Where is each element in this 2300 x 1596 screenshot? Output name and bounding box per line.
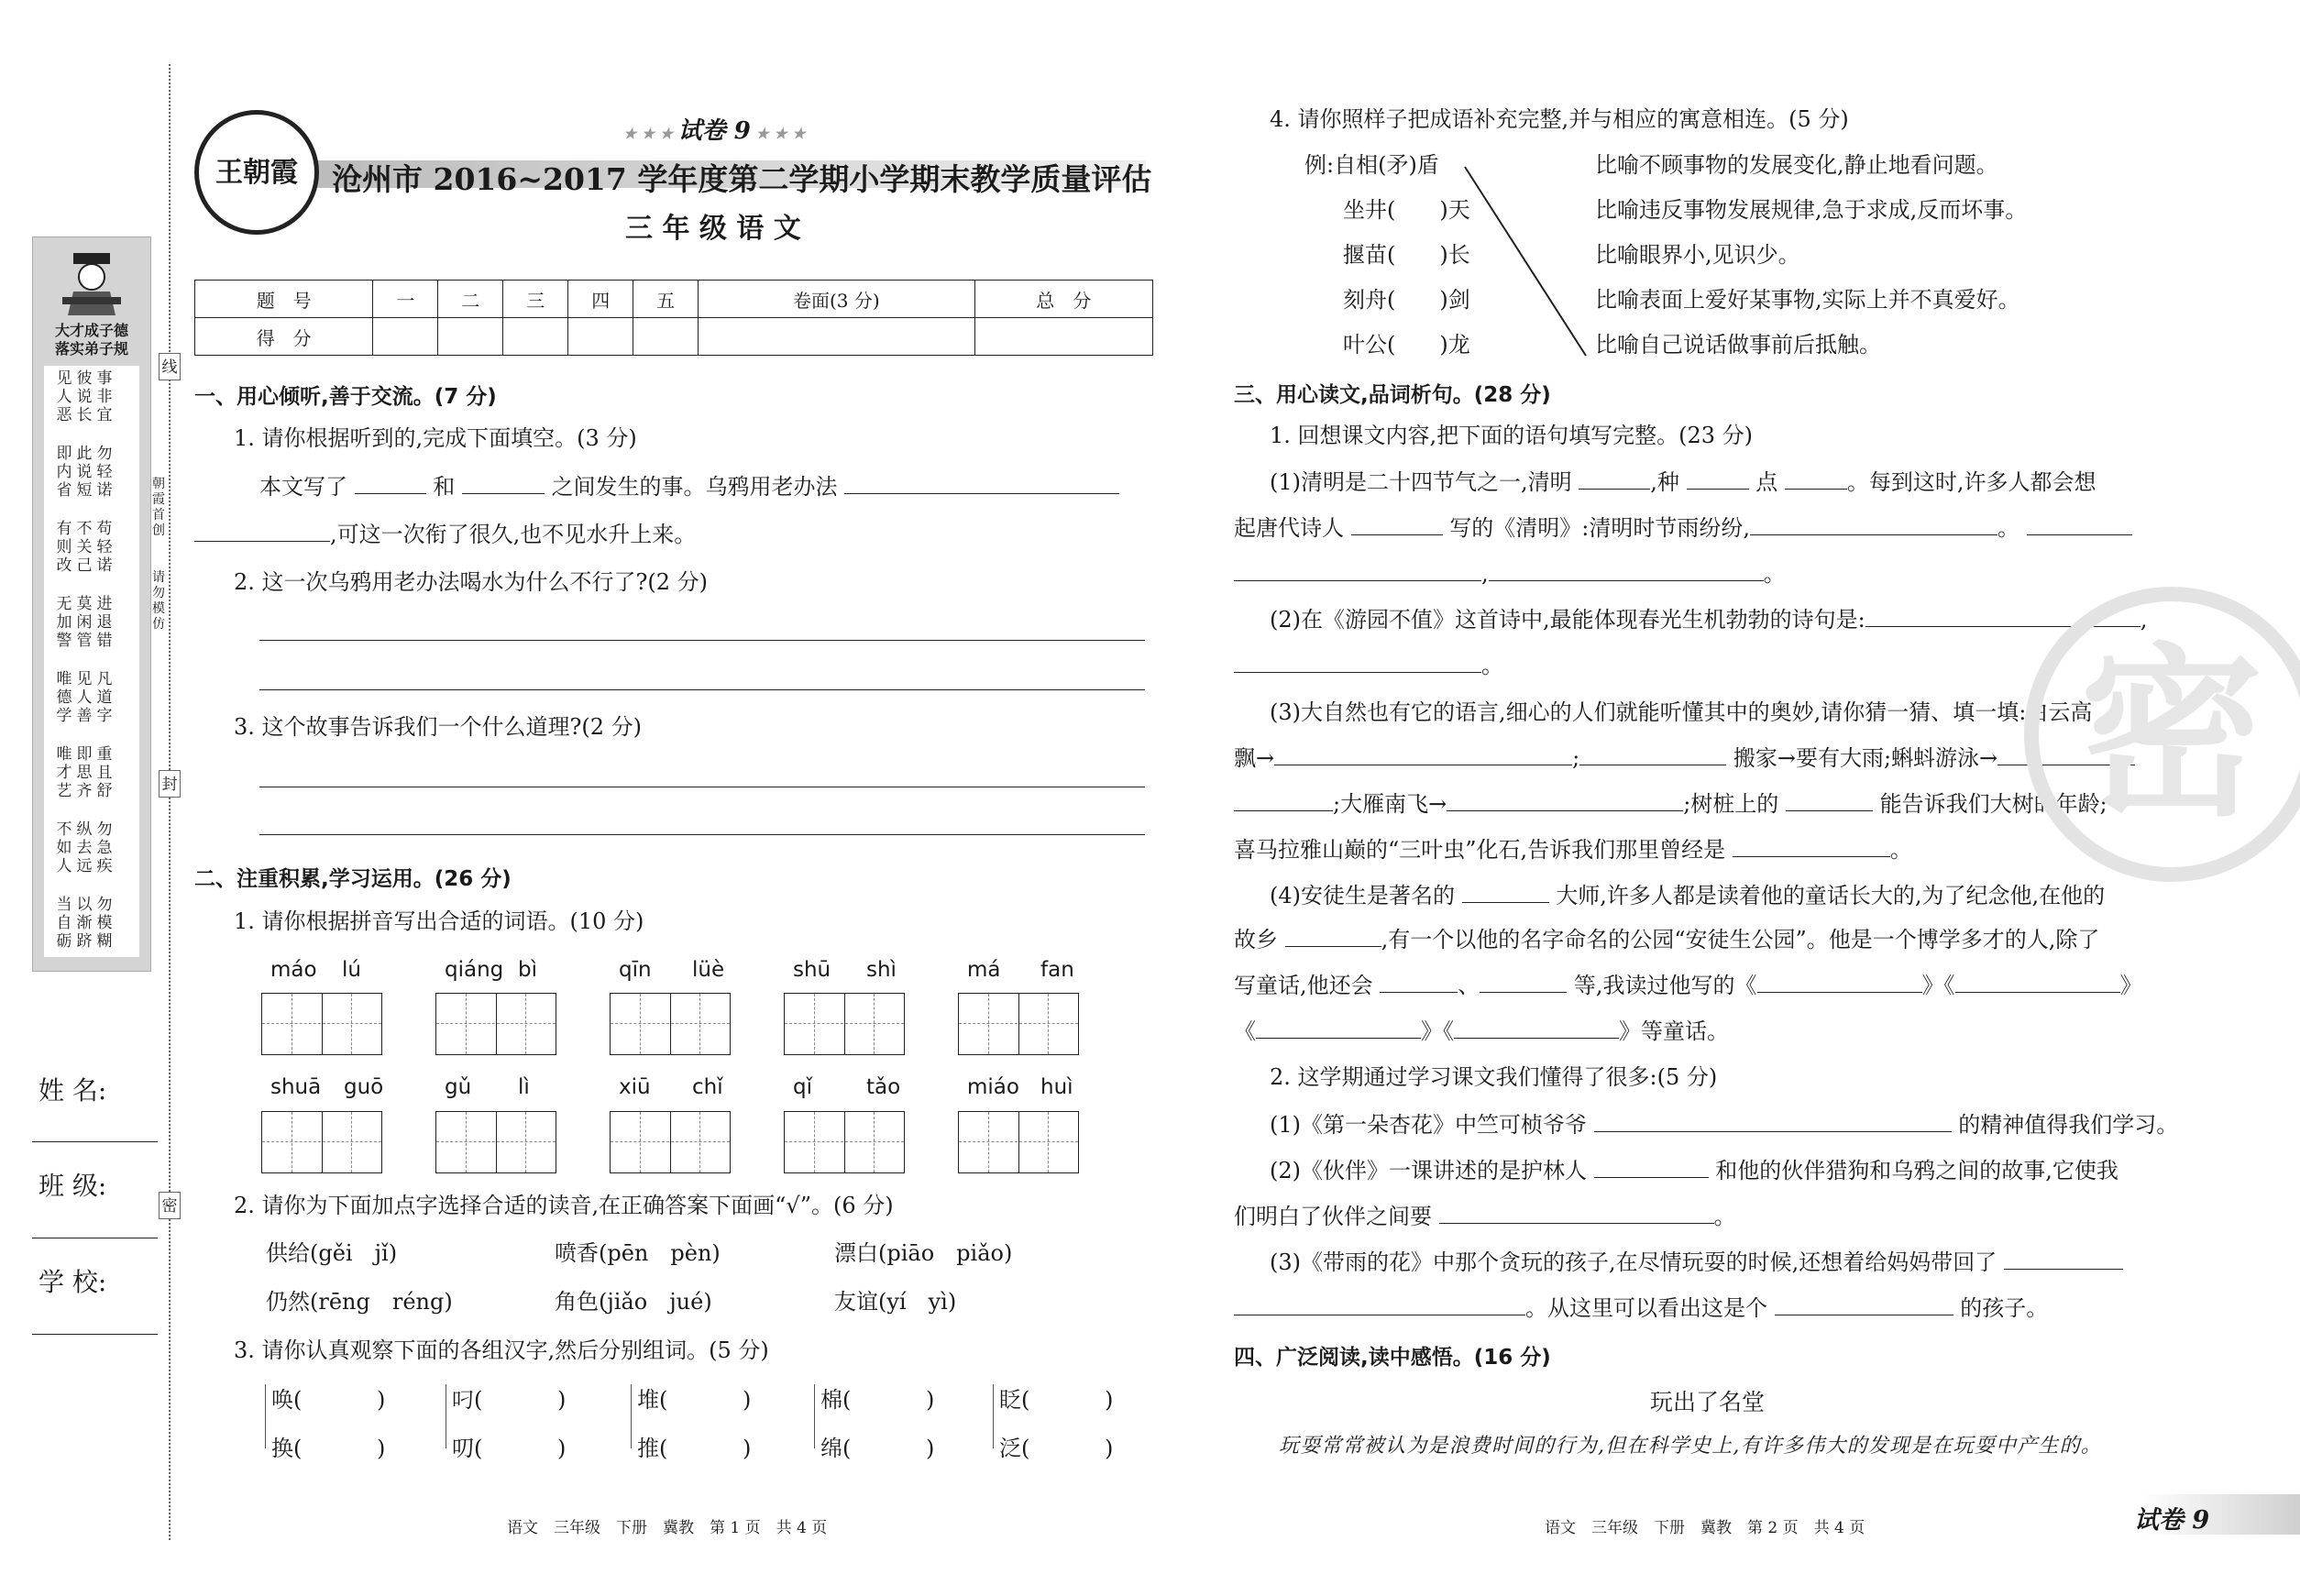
score-cell[interactable] — [699, 318, 974, 356]
blank[interactable] — [1256, 1018, 1421, 1039]
text: 。 — [1763, 561, 1786, 587]
tianzige-writing-box[interactable] — [435, 1111, 556, 1173]
section1-title: 一、用心倾听,善于交流。(7 分) — [194, 385, 497, 409]
confidential-watermark — [2024, 587, 2300, 882]
side-note-2: 请勿模仿 — [152, 570, 165, 632]
blank[interactable] — [844, 473, 1119, 494]
paren-close[interactable]: ) — [1105, 1387, 1114, 1413]
pinyin-syllable: lüè — [692, 958, 725, 982]
motto-col: 即思齐 — [76, 745, 93, 800]
blank[interactable] — [1786, 790, 1873, 811]
paper-label-text: 试卷 9 — [677, 117, 751, 145]
reading-3[interactable]: 漂白(piāo piǎo) — [834, 1240, 1013, 1266]
footer-right: 语文 三年级 下册 冀教 第 2 页 共 4 页 — [1545, 1519, 1865, 1537]
blank[interactable] — [1579, 744, 1726, 765]
motto-col: 不如人 — [56, 820, 72, 875]
seal-char-xian: 线 — [159, 353, 181, 380]
pair-bracket — [814, 1384, 815, 1448]
motto-top-1: 大才成子德 — [54, 322, 128, 339]
text: 搬家→要有大雨;蝌蚪游泳→ — [1733, 745, 1998, 771]
dotted-fold-line — [169, 64, 171, 1540]
text: (1)清明是二十四节气之一,清明 — [1270, 469, 1572, 495]
score-header-cell: 三 — [503, 281, 568, 318]
tianzige-writing-box[interactable] — [261, 1111, 382, 1173]
score-header-cell: 四 — [568, 281, 633, 318]
logo-badge — [194, 110, 319, 235]
watermark-char: 密 — [2079, 626, 2263, 842]
motto-col: 无加警 — [56, 595, 72, 650]
s3-p4-line3 — [1234, 972, 2142, 999]
pinyin-syllable: guō — [344, 1075, 384, 1099]
text: (4)安徒生是著名的 — [1270, 883, 1455, 908]
blank[interactable] — [1750, 514, 1997, 535]
motto-col: 重且舒 — [96, 745, 113, 800]
s1-q1-line1 — [259, 473, 1119, 501]
text: 》等童话。 — [1619, 1018, 1729, 1044]
s3-q2-2b — [1234, 1203, 1736, 1230]
text: 能告诉我们大树的年龄; — [1879, 791, 2107, 817]
score-cell[interactable] — [503, 318, 568, 356]
s1-q1-text-b: 和 — [433, 474, 456, 500]
text: (3)《带雨的花》中那个贪玩的孩子,在尽情玩耍的时候,还想着给妈妈带回了 — [1270, 1249, 1997, 1275]
char-compose: 堆( — [637, 1387, 668, 1413]
paren-close[interactable]: ) — [926, 1436, 935, 1461]
text: , — [1481, 561, 1489, 587]
text: 们明白了伙伴之间要 — [1234, 1204, 1432, 1229]
score-header-cell: 总 分 — [974, 281, 1152, 318]
motto-col: 莫闲管 — [76, 595, 93, 650]
text: 。 — [1713, 1204, 1736, 1229]
blank[interactable] — [1380, 972, 1458, 993]
idiom-2[interactable]: 揠苗( )长 — [1343, 242, 1470, 268]
s3-p3-line3 — [1234, 790, 2107, 818]
text: 起唐代诗人 — [1234, 515, 1344, 541]
s3-p1-line3 — [1234, 560, 1786, 588]
motto-col: 以渐跻 — [76, 896, 93, 951]
s2-q3: 3. 请你认真观察下面的各组汉字,然后分别组词。(5 分) — [234, 1337, 769, 1363]
score-header-cell: 题 号 — [195, 281, 373, 318]
char-compose: 推( — [637, 1436, 668, 1461]
blank[interactable] — [2027, 514, 2132, 535]
tianzige-writing-box[interactable] — [784, 993, 905, 1055]
blank[interactable] — [1351, 514, 1443, 535]
text: 》《 — [1921, 973, 1955, 998]
pinyin-syllable: qīn — [619, 958, 652, 982]
blank[interactable] — [1439, 1203, 1714, 1224]
text: 、 — [1458, 973, 1480, 998]
char-compose: 叨( — [452, 1436, 483, 1461]
meaning-4[interactable]: 比喻表面上爱好某事物,实际上并不真爱好。 — [1595, 287, 2020, 313]
blank[interactable] — [1480, 972, 1567, 993]
paren-close[interactable]: ) — [377, 1436, 386, 1461]
blank[interactable] — [1785, 468, 1847, 490]
s3-q2-3 — [1270, 1249, 2123, 1276]
tianzige-writing-box[interactable] — [435, 993, 556, 1055]
blank[interactable] — [1234, 1294, 1525, 1315]
reading-1[interactable]: 供给(gěi jǐ) — [266, 1240, 398, 1266]
motto-col: 此说短 — [76, 445, 93, 500]
pinyin-syllable: qiáng — [445, 958, 504, 982]
tianzige-writing-box[interactable] — [261, 993, 382, 1055]
text: 》 — [2119, 973, 2142, 998]
score-header-cell: 卷面(3 分) — [699, 281, 974, 318]
score-header-cell: 五 — [633, 281, 699, 318]
section2-title: 二、注重积累,学习运用。(26 分) — [194, 867, 512, 891]
text: 的孩子。 — [1960, 1295, 2049, 1321]
s3-p3-line1: (3)大自然也有它的语言,细心的人们就能听懂其中的奥妙,请你猜一猜、填一填:白云高 — [1270, 699, 2093, 725]
paren-close[interactable]: ) — [557, 1387, 567, 1413]
motto-col: 即内省 — [56, 445, 72, 500]
tianzige-writing-box[interactable] — [610, 993, 731, 1055]
char-compose: 棉( — [820, 1387, 852, 1413]
section3-title: 三、用心读文,品词析句。(28 分) — [1234, 383, 1551, 407]
pinyin-syllable: lú — [342, 958, 361, 982]
paren-close[interactable]: ) — [1105, 1436, 1114, 1461]
name-field[interactable] — [32, 1141, 158, 1142]
blank[interactable] — [1594, 1111, 1952, 1132]
tianzige-writing-box[interactable] — [610, 1111, 731, 1173]
stars-left-icon: ★ ★ ★ — [623, 125, 678, 142]
footer-badge — [2081, 1494, 2300, 1535]
blank[interactable] — [1285, 926, 1381, 947]
text: (2)在《游园不值》这首诗中,最能体现春光生机勃勃的诗句是: — [1270, 607, 1865, 633]
text: (1)《第一朵杏花》中竺可桢爷爷 — [1270, 1112, 1587, 1138]
pinyin-syllable: xiū — [619, 1075, 651, 1099]
school-field[interactable] — [32, 1334, 158, 1335]
text: 和他的伙伴猎狗和乌鸦之间的故事,它使我 — [1715, 1158, 2118, 1183]
pinyin-syllable: bì — [518, 958, 537, 982]
tianzige-writing-box[interactable] — [784, 1111, 905, 1173]
section4-title: 四、广泛阅读,读中感悟。(16 分) — [1234, 1346, 1551, 1370]
score-header-cell: 一 — [373, 281, 438, 318]
text: 喜马拉雅山巅的“三叶虫”化石,告诉我们那里曾经是 — [1234, 837, 1726, 863]
pinyin-syllable: máo — [270, 958, 317, 982]
pair-bracket — [265, 1384, 266, 1448]
exam-title: 沧州市 2016~2017 学年度第二学期小学期末教学质量评估 — [332, 161, 1152, 197]
s1-q2: 2. 这一次乌鸦用老办法喝水为什么不行了?(2 分) — [234, 569, 709, 595]
motto-col: 见人善 — [76, 670, 93, 725]
school-label: 学 校: — [39, 1267, 107, 1297]
text: 。 — [1997, 515, 2019, 541]
blank[interactable] — [1234, 652, 1481, 673]
motto-col: 勿急疾 — [96, 820, 113, 875]
paper-label — [623, 112, 806, 146]
reading-5[interactable]: 角色(jiǎo jué) — [555, 1289, 712, 1315]
blank[interactable] — [1687, 468, 1749, 490]
text: 等,我读过他写的《 — [1573, 973, 1757, 998]
motto-col: 勿轻诺 — [96, 445, 113, 500]
blank[interactable] — [1733, 836, 1890, 857]
example-connector-line — [1458, 156, 1595, 358]
s2-q2: 2. 请你为下面加点字选择合适的读音,在正确答案下面画“√”。(6 分) — [234, 1193, 894, 1218]
pinyin-syllable: lì — [518, 1075, 530, 1099]
char-compose: 绵( — [820, 1436, 852, 1461]
paren-close[interactable]: ) — [743, 1387, 752, 1413]
paren-close[interactable]: ) — [557, 1436, 567, 1461]
char-compose: 泛( — [999, 1436, 1030, 1461]
footer-badge-text: 试卷 9 — [2134, 1506, 2210, 1535]
paren-close[interactable]: ) — [743, 1436, 752, 1461]
s3-p1-line2 — [1234, 514, 2132, 542]
blank[interactable] — [1274, 744, 1572, 765]
pinyin-syllable: shuā — [270, 1075, 322, 1099]
motto-col: 彼说长 — [76, 369, 93, 424]
exam-subtitle: 三 年 级 语 文 — [625, 213, 801, 245]
score-cell[interactable] — [974, 318, 1152, 356]
motto-col: 唯才艺 — [56, 745, 72, 800]
s1-q1-text-d: ,可这一次衔了很久,也不见水升上来。 — [330, 522, 697, 547]
tianzige-writing-box[interactable] — [958, 993, 1079, 1055]
text: ; — [1572, 745, 1580, 771]
blank[interactable] — [194, 521, 330, 542]
text: 大师,许多人都是读着他的童话长大的,为了纪念他,在他的 — [1556, 883, 2106, 908]
seal-char-feng: 封 — [159, 770, 181, 798]
paren-close[interactable]: ) — [377, 1387, 386, 1413]
seal-char-mi: 密 — [159, 1192, 181, 1219]
stars-right-icon: ★ ★ ★ — [750, 125, 806, 142]
score-header-cell: 二 — [438, 281, 503, 318]
pinyin-syllable: qǐ — [793, 1075, 812, 1099]
s3-p4-line2 — [1234, 926, 2099, 953]
motto-col: 不关己 — [76, 520, 93, 575]
motto-col: 苟轻诺 — [96, 520, 113, 575]
text: ;大雁南飞→ — [1333, 791, 1447, 817]
text: ,有一个以他的名字命名的公园“安徒生公园”。他是一个博学多才的人,除了 — [1381, 927, 2100, 952]
pinyin-syllable: huì — [1040, 1075, 1073, 1099]
motto-col: 唯德学 — [56, 670, 72, 725]
side-note-1: 朝霞首创 — [152, 477, 165, 538]
text: 飘→ — [1234, 745, 1275, 771]
tianzige-writing-box[interactable] — [958, 1111, 1079, 1173]
blank[interactable] — [1489, 560, 1764, 581]
s3-p3-line4 — [1234, 836, 1912, 864]
pinyin-syllable: shū — [793, 958, 831, 982]
s1-q1: 1. 请你根据听到的,完成下面填空。(3 分) — [234, 425, 637, 451]
meaning-3[interactable]: 比喻眼界小,见识少。 — [1595, 242, 1800, 268]
text: ;树桩上的 — [1683, 791, 1779, 817]
motto-col: 进退错 — [96, 595, 113, 650]
paren-close[interactable]: ) — [926, 1387, 935, 1413]
name-label: 姓 名: — [39, 1075, 107, 1106]
motto-col: 凡道字 — [96, 670, 113, 725]
text: 的精神值得我们学习。 — [1958, 1112, 2179, 1138]
text: 。从这里可以看出这是个 — [1525, 1295, 1767, 1321]
logo-text: 王朝霞 — [215, 157, 298, 189]
answer-line[interactable] — [259, 834, 1145, 835]
text: , — [2140, 607, 2148, 633]
s3-p2-line1 — [1270, 606, 2147, 633]
text: ,种 — [1650, 469, 1679, 495]
motto-col: 勿模糊 — [96, 896, 113, 951]
score-cell[interactable] — [438, 318, 503, 356]
s1-q1-line2 — [194, 521, 696, 548]
idiom-4[interactable]: 叶公( )龙 — [1343, 332, 1470, 358]
s3-p4-line1 — [1270, 882, 2105, 909]
story-title: 玩出了名堂 — [1650, 1389, 1766, 1415]
text: 故乡 — [1234, 927, 1278, 952]
blank[interactable] — [1775, 1294, 1953, 1315]
meaning-2[interactable]: 比喻违反事物发展规律,急于求成,反而坏事。 — [1595, 197, 2028, 223]
s3-p2-line2 — [1234, 652, 1503, 679]
text: 》《 — [1421, 1018, 1454, 1044]
blank[interactable] — [462, 473, 545, 494]
blank[interactable] — [355, 473, 426, 494]
idiom-3[interactable]: 刻舟( )剑 — [1343, 287, 1470, 313]
char-compose: 叼( — [452, 1387, 483, 1413]
answer-line[interactable] — [259, 689, 1145, 690]
idiom-1[interactable]: 坐井( )天 — [1343, 197, 1470, 223]
s3-p1-line1 — [1270, 468, 2096, 496]
score-cell[interactable] — [373, 318, 438, 356]
footer-left: 语文 三年级 下册 冀教 第 1 页 共 4 页 — [507, 1519, 828, 1537]
s3-q2-1 — [1270, 1111, 2178, 1139]
s1-q1-text-c: 之间发生的事。乌鸦用老办法 — [551, 474, 838, 500]
s3-q2-2 — [1270, 1157, 2118, 1184]
char-compose: 唤( — [271, 1387, 303, 1413]
blank[interactable] — [1594, 1157, 1709, 1178]
pinyin-syllable: má — [967, 958, 1001, 982]
motto-col: 当自砺 — [56, 896, 72, 951]
motto-col: 见人恶 — [56, 369, 72, 424]
motto-top-2: 落实弟子规 — [54, 340, 128, 358]
blank[interactable] — [1234, 790, 1333, 811]
s3-p4-line4 — [1234, 1018, 1729, 1045]
s1-q3: 3. 这个故事告诉我们一个什么道理?(2 分) — [234, 714, 643, 740]
blank[interactable] — [1579, 468, 1650, 490]
score-table — [194, 280, 1153, 356]
text: 。 — [1481, 653, 1503, 678]
motto-col: 事非宜 — [96, 369, 113, 424]
pair-bracket — [993, 1384, 994, 1448]
pinyin-syllable: miáo — [967, 1075, 1019, 1099]
s3-q2-3b — [1234, 1294, 2048, 1322]
s2-q4: 4. 请你照样子把成语补充完整,并与相应的寓意相连。(5 分) — [1270, 106, 1849, 132]
story-line: 玩耍常常被认为是浪费时间的行为,但在科学史上,有许多伟大的发现是在玩耍中产生的。 — [1279, 1435, 2102, 1458]
char-compose: 换( — [271, 1436, 303, 1461]
pair-bracket — [631, 1384, 632, 1448]
text: 《 — [1234, 1018, 1256, 1044]
score-cell[interactable] — [633, 318, 699, 356]
text: 。 — [1889, 837, 1912, 863]
answer-line[interactable] — [259, 640, 1145, 641]
blank[interactable] — [1447, 790, 1683, 811]
motto-col: 纵去远 — [76, 820, 93, 875]
text: (2)《伙伴》一课讲述的是护林人 — [1270, 1158, 1587, 1183]
s3-p3-line2 — [1234, 744, 2135, 772]
scholar-figure-icon — [61, 251, 123, 315]
pinyin-syllable: chǐ — [692, 1075, 723, 1099]
meaning-5[interactable]: 比喻自己说话做事前后抵触。 — [1595, 332, 1881, 358]
pinyin-syllable: shì — [866, 958, 897, 982]
s3-q2: 2. 这学期通过学习课文我们懂得了很多:(5 分) — [1270, 1064, 1718, 1090]
s3-q1: 1. 回想课文内容,把下面的语句填写完整。(23 分) — [1270, 423, 1754, 448]
blank[interactable] — [1454, 1018, 1619, 1039]
blank[interactable] — [1462, 882, 1549, 903]
blank[interactable] — [2004, 1249, 2123, 1270]
reading-4[interactable]: 仍然(rēng réng) — [266, 1289, 453, 1315]
pinyin-syllable: tǎo — [866, 1075, 901, 1099]
reading-6[interactable]: 友谊(yí yì) — [834, 1289, 957, 1315]
score-row-label: 得 分 — [195, 318, 373, 356]
pinyin-syllable: fan — [1040, 958, 1074, 982]
text: 写童话,他还会 — [1234, 973, 1373, 998]
motto-col: 有则改 — [56, 520, 72, 575]
score-cell[interactable] — [568, 318, 633, 356]
pinyin-syllable: gǔ — [445, 1075, 472, 1099]
s1-q1-text-a: 本文写了 — [259, 474, 347, 500]
idiom-example: 例:自相(矛)盾 — [1304, 152, 1439, 178]
blank[interactable] — [1955, 972, 2120, 993]
char-compose: 眨( — [999, 1387, 1030, 1413]
text: 点 — [1755, 469, 1778, 495]
meaning-1[interactable]: 比喻不顾事物的发展变化,静止地看问题。 — [1595, 152, 1998, 178]
s2-q1: 1. 请你根据拼音写出合适的词语。(10 分) — [234, 908, 644, 934]
reading-2[interactable]: 喷香(pēn pèn) — [555, 1240, 721, 1266]
class-label: 班 级: — [39, 1171, 107, 1201]
blank[interactable] — [1757, 972, 1922, 993]
text: 。每到这时,许多人都会想 — [1846, 469, 2096, 495]
text: 写的《清明》:清明时节雨纷纷, — [1449, 515, 1750, 541]
blank[interactable] — [1234, 560, 1481, 581]
